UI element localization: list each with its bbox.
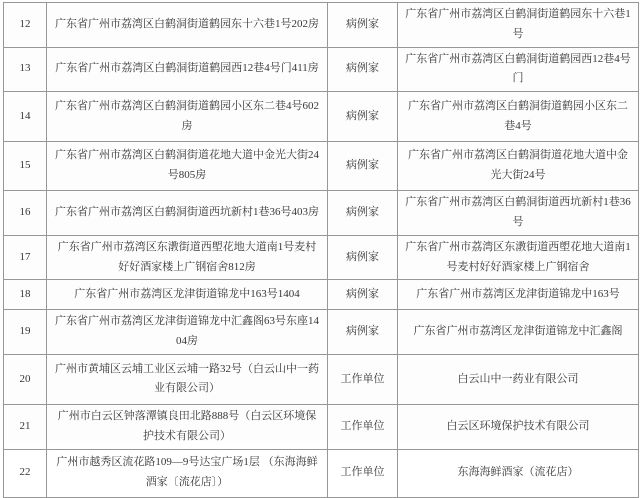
short-address-cell: 白云山中一药业有限公司	[398, 354, 639, 404]
table-row	[4, 142, 639, 191]
row-number-cell: 22	[4, 449, 47, 497]
short-address-cell: 白云区环境保护技术有限公司	[398, 404, 639, 449]
category-cell: 工作单位	[328, 354, 398, 404]
row-number-cell: 19	[4, 310, 47, 355]
address-table-body	[4, 3, 639, 498]
table-row	[4, 310, 639, 355]
row-number-cell: 13	[4, 47, 47, 92]
category-cell: 工作单位	[328, 404, 398, 449]
category-cell: 工作单位	[328, 449, 398, 497]
address-cell: 广东省广州市荔湾区白鹤洞街道西坑新村1巷36号403房	[47, 191, 328, 236]
short-address-cell: 广东省广州市荔湾区白鹤洞街道西坑新村1巷36号	[398, 191, 639, 236]
address-cell: 广州市越秀区流花路109—9号达宝广场1层 （东海海鲜酒家〔流花店〕）	[47, 449, 328, 497]
row-number-cell: 21	[4, 404, 47, 449]
short-address-cell: 广东省广州市荔湾区龙津街道锦龙中汇鑫阁	[398, 310, 639, 355]
row-number-cell: 15	[4, 142, 47, 191]
short-address-cell: 广东省广州市荔湾区东漖街道西塱花地大道南1号麦村好好酒家楼上广钢宿舍	[398, 235, 639, 280]
address-cell: 广州市黄埔区云埔工业区云埔一路32号（白云山中一药业有限公司）	[47, 354, 328, 404]
table-row	[4, 354, 639, 404]
category-cell: 病例家	[328, 235, 398, 280]
table-row	[4, 404, 639, 449]
short-address-cell: 广东省广州市荔湾区白鹤洞街道鹤园西12巷4号门	[398, 47, 639, 92]
table-row	[4, 92, 639, 142]
address-cell: 广州市白云区钟落潭镇良田北路888号（白云区环境保护技术有限公司）	[47, 404, 328, 449]
address-table	[3, 2, 639, 498]
category-cell: 病例家	[328, 92, 398, 142]
address-cell: 广东省广州市荔湾区东漖街道西塱花地大道南1号麦村好好酒家楼上广钢宿舍812房	[47, 235, 328, 280]
short-address-cell: 广东省广州市荔湾区龙津街道锦龙中163号	[398, 280, 639, 310]
row-number-cell: 18	[4, 280, 47, 310]
address-cell: 广东省广州市荔湾区白鹤洞街道鹤园小区东二巷4号602房	[47, 92, 328, 142]
table-row	[4, 191, 639, 236]
table-row	[4, 235, 639, 280]
table-row	[4, 47, 639, 92]
row-number-cell: 12	[4, 3, 47, 48]
row-number-cell: 16	[4, 191, 47, 236]
address-cell: 广东省广州市荔湾区龙津街道锦龙中汇鑫阁63号东座1404房	[47, 310, 328, 355]
address-cell: 广东省广州市荔湾区白鹤洞街道鹤园东十六巷1号202房	[47, 3, 328, 48]
row-number-cell: 17	[4, 235, 47, 280]
category-cell: 病例家	[328, 310, 398, 355]
table-row	[4, 3, 639, 48]
category-cell: 病例家	[328, 191, 398, 236]
table-row	[4, 280, 639, 310]
address-cell: 广东省广州市荔湾区白鹤洞街道鹤园西12巷4号门411房	[47, 47, 328, 92]
category-cell: 病例家	[328, 3, 398, 48]
short-address-cell: 广东省广州市荔湾区白鹤洞街道鹤园东十六巷1号	[398, 3, 639, 48]
category-cell: 病例家	[328, 47, 398, 92]
short-address-cell: 广东省广州市荔湾区白鹤洞街道花地大道中金光大街24号	[398, 142, 639, 191]
row-number-cell: 14	[4, 92, 47, 142]
table-row	[4, 449, 639, 497]
short-address-cell: 东海海鲜酒家（流花店）	[398, 449, 639, 497]
category-cell: 病例家	[328, 142, 398, 191]
address-cell: 广东省广州市荔湾区龙津街道锦龙中163号1404	[47, 280, 328, 310]
address-cell: 广东省广州市荔湾区白鹤洞街道花地大道中金光大街24号805房	[47, 142, 328, 191]
short-address-cell: 广东省广州市荔湾区白鹤洞街道鹤园小区东二巷4号	[398, 92, 639, 142]
row-number-cell: 20	[4, 354, 47, 404]
category-cell: 病例家	[328, 280, 398, 310]
